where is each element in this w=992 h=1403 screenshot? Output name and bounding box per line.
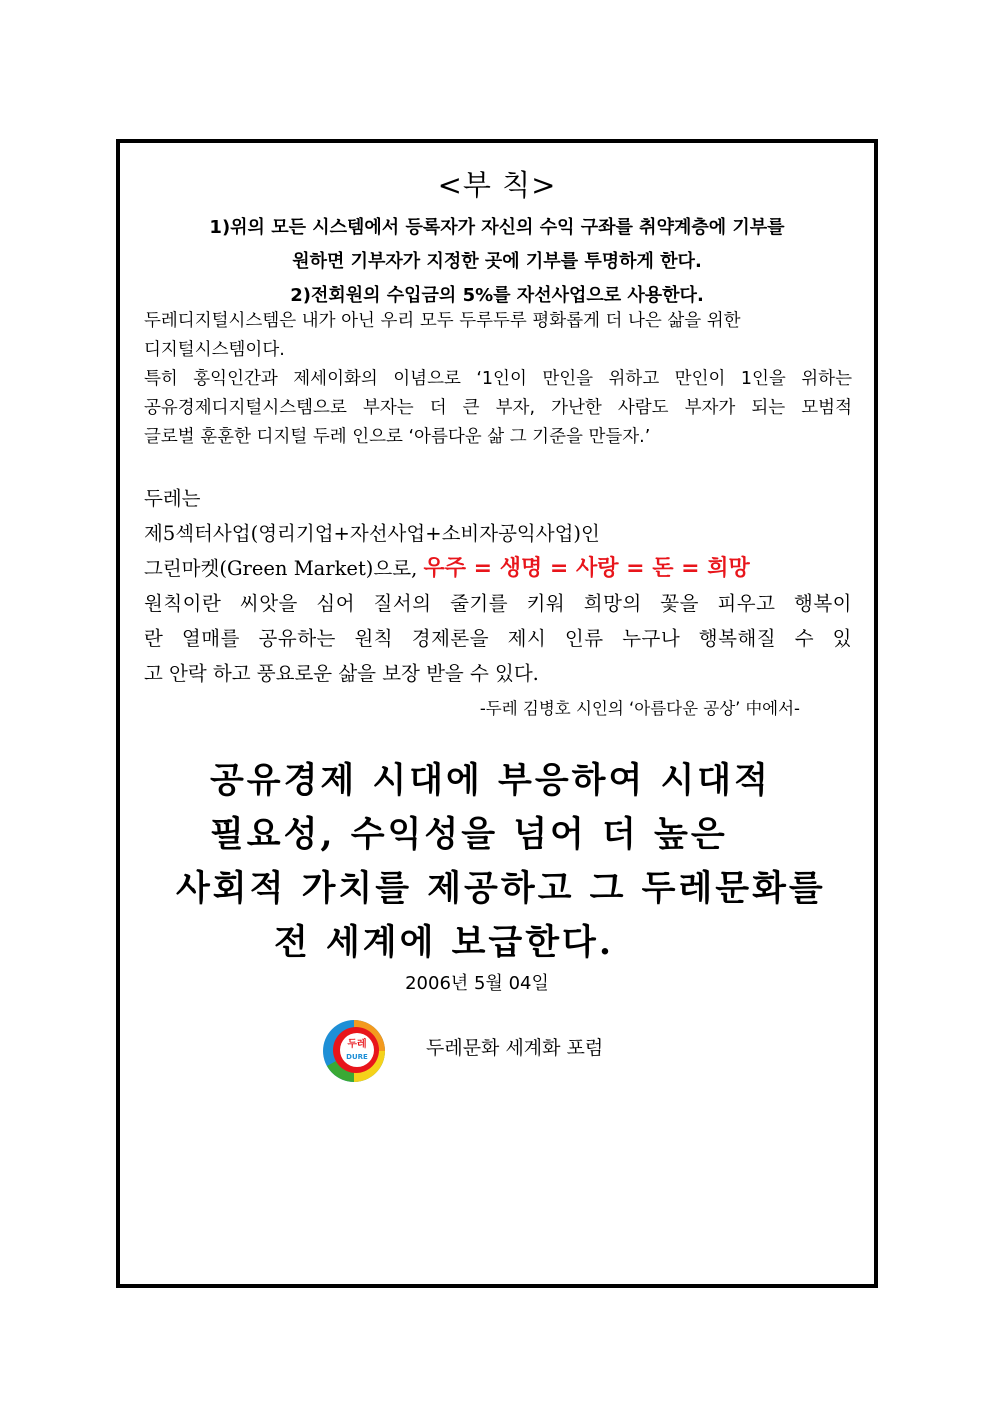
- quote-line-2: 제5섹터사업(영리기업+자선사업+소비자공익사업)인: [144, 522, 600, 545]
- page-title: <부 칙>: [437, 168, 557, 202]
- quote-line-3: [144, 551, 852, 586]
- dure-logo-icon: [322, 1019, 386, 1083]
- mission-line-4: 전 세계에 보급한다.: [274, 922, 615, 963]
- document-frame: [116, 139, 878, 1288]
- quote-line-4: 원칙이란 씨앗을 심어 질서의 줄기를 키워 희망의 꽃을 피우고 행복이: [144, 592, 852, 615]
- organization-name: 두레문화 세계화 포럼: [426, 1037, 604, 1059]
- quote-block: [144, 481, 852, 691]
- intro-line-4: 공유경제디지털시스템으로 부자는 더 큰 부자, 가난한 사람도 부자가 되는 모범적: [144, 398, 852, 418]
- intro-line-5: 글로벌 훈훈한 디지털 두레 인으로 ‘아름다운 삶 그 기준을 만들자.’: [144, 427, 651, 447]
- mission-line-2: 필요성, 수익성을 넘어 더 높은: [210, 814, 728, 855]
- intro-line-2: 디지털시스템이다.: [144, 340, 285, 360]
- intro-line-3: 특히 홍익인간과 제세이화의 이념으로 ‘1인이 만인을 위하고 만인이 1인을 위하는: [144, 369, 852, 389]
- quote-source: -두레 김병호 시인의 ‘아름다운 공상’ 中에서-: [479, 699, 800, 718]
- quote-line-5: 란 열매를 공유하는 원칙 경제론을 제시 인류 누구나 행복해질 수 있: [144, 627, 852, 650]
- quote-line-1: 두레는: [144, 487, 201, 510]
- quote-line-6: 고 안락 하고 풍요로운 삶을 보장 받을 수 있다.: [144, 662, 539, 685]
- slogan-text: 우주 = 생명 = 사랑 = 돈 = 희망: [423, 556, 750, 581]
- logo-subtext: DURE: [346, 1053, 368, 1061]
- rule-line-3: 2)전회원의 수입금의 5%를 자선사업으로 사용한다.: [290, 285, 704, 306]
- intro-line-1: 두레디지털시스템은 내가 아닌 우리 모두 두루두루 평화롭게 더 나은 삶을 위한: [144, 311, 741, 331]
- rule-line-2: 원하면 기부자가 지정한 곳에 기부를 투명하게 한다.: [292, 251, 702, 272]
- logo-text: 두레: [347, 1039, 367, 1050]
- document-date: 2006년 5월 04일: [405, 973, 549, 994]
- rule-line-1: 1)위의 모든 시스템에서 등록자가 자신의 수익 구좌를 취약계층에 기부를: [209, 217, 785, 238]
- quote-line-3-prefix: 그린마켓(Green Market)으로,: [144, 557, 418, 580]
- mission-line-3: 사회적 가치를 제공하고 그 두레문화를: [176, 868, 826, 909]
- mission-line-1: 공유경제 시대에 부응하여 시대적: [210, 760, 771, 801]
- intro-paragraph: [144, 307, 852, 452]
